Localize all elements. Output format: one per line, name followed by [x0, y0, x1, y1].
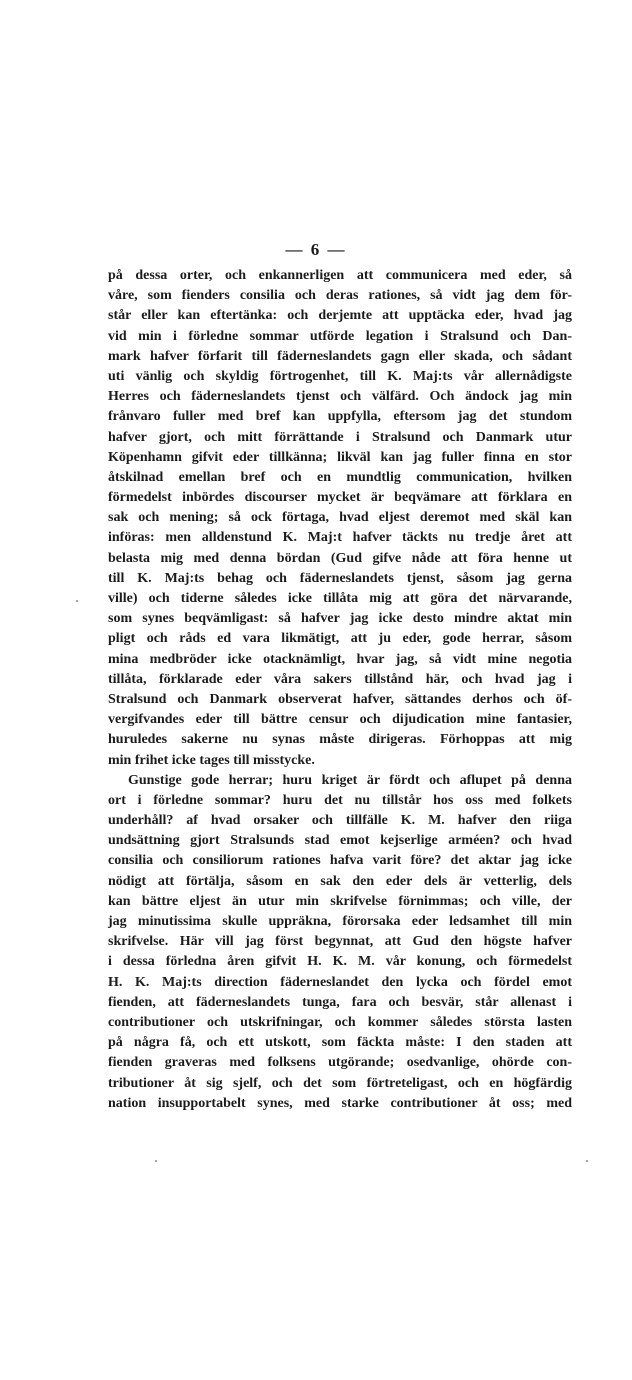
paper-speck — [76, 600, 78, 602]
text-line: Köpenhamn gifvit eder tillkänna; likväl kan jag fuller finna en stor — [108, 449, 572, 465]
text-line: tributioner åt sig sjelf, och det som förtreteligast, och en högfärdig — [108, 1075, 572, 1091]
text-line: åtskilnad emellan bref och en mundtlig communication, hvilken — [108, 469, 572, 485]
text-line: kan bättre eljest än utur min skrifvelse förnimmas; och ville, der — [108, 893, 572, 909]
text-line: uti vänlig och skyldig förtrogenhet, till K. Maj:ts vår allernådigste — [108, 368, 572, 384]
text-line: mina medbröder icke otacknämligt, hvar jag, så vidt mine negotia — [108, 651, 572, 667]
page-number: — 6 — — [285, 240, 347, 259]
text-line: nödigt att förtälja, såsom en sak den eder dels är vetterlig, dels — [108, 873, 572, 889]
text-line: H. K. Maj:ts direction fäderneslandet den lycka och fördel emot — [108, 974, 572, 990]
text-line: pligt och råds ed vara likmätigt, att ju eder, gode herrar, såsom — [108, 631, 572, 647]
body-text — [108, 266, 572, 1114]
paragraph-2 — [108, 771, 572, 1114]
text-line: vid min i förledne sommar utförde legation i Stralsund och Dan- — [108, 328, 572, 344]
text-line: på några få, och ett utskott, som fäckta måste: I den staden att — [108, 1035, 572, 1051]
text-line: skrifvelse. Här vill jag först begynnat, att Gud den högste hafver — [108, 934, 572, 950]
text-line: fienden, att fäderneslandets tunga, fara och besvär, står allenast i — [108, 994, 572, 1010]
text-line: hafver gjort, och mitt förrättande i Stralsund och Danmark utur — [108, 429, 572, 445]
text-line: consilia och consiliorum rationes hafva varit före? det aktar jag icke — [108, 853, 572, 869]
paper-speck — [586, 1160, 588, 1162]
text-line: nation insupportabelt synes, med starke contributioner åt oss; med — [108, 1095, 572, 1111]
text-line: vergifvandes eder till bättre censur och dijudication mine fantasier, — [108, 712, 572, 728]
text-line: står eller kan eftertänka: och derjemte att upptäcka eder, hvad jag — [108, 308, 572, 324]
text-line: min frihet icke tages till misstycke. — [108, 752, 315, 768]
text-line: mark hafver förfarit till fäderneslandets gagn eller skada, och sådant — [108, 348, 572, 364]
text-line: som synes beqvämligast: så hafver jag icke desto mindre aktat min — [108, 611, 572, 627]
text-line: införas: men alldenstund K. Maj:t hafver täckts nu tredje året att — [108, 530, 572, 546]
text-line: sak och mening; så ock förtaga, hvad eljest deremot med skäl kan — [108, 510, 572, 526]
text-line: undsättning gjort Stralsunds stad emot kejserlige arméen? och hvad — [108, 833, 572, 849]
text-line: huruledes sakerne nu synas måste dirigeras. Förhoppas att mig — [108, 732, 572, 748]
text-line: contributioner och utskrifningar, och kommer således största lasten — [108, 1014, 572, 1030]
text-line: belasta mig med denna bördan (Gud gifve nåde att föra henne ut — [108, 550, 572, 566]
text-line: ort i förledne sommar? huru det nu tillstår hos oss med folkets — [108, 792, 572, 808]
paragraph-1 — [108, 266, 572, 771]
text-line: till K. Maj:ts behag och fäderneslandets tjenst, såsom jag gerna — [108, 570, 572, 586]
text-line: ville) och tiderne således icke tillåta mig att göra det närvarande, — [108, 591, 572, 606]
text-line: på dessa orter, och enkannerligen att communicera med eder, så — [108, 268, 572, 283]
text-line: jag minutissima skulle uppräkna, förorsaka eder ledsamhet till min — [108, 914, 572, 929]
text-line: förmedelst inbördes discourser mycket är beqvämare att förklara en — [108, 490, 572, 506]
text-line: fienden graveras med folksens utgörande; osedvanlige, ohörde con- — [108, 1055, 572, 1071]
text-line: underhåll? af hvad orsaker och tillfälle K. M. hafver den riiga — [108, 813, 572, 829]
text-line: våre, som fienders consilia och deras rationes, så vidt jag dem för- — [108, 288, 572, 304]
text-line: tillåta, förklarade eder våra sakers tillstånd här, och hvad jag i — [108, 671, 572, 687]
text-line: i dessa förledna åren gifvit H. K. M. vår konung, och förmedelst — [108, 954, 572, 970]
text-line: frånvaro fuller med bref kan uppfylla, eftersom jag det stundom — [108, 409, 572, 425]
text-line: Stralsund och Danmark observerat hafver, sättandes derhos och öf- — [108, 691, 572, 707]
text-line: Gunstige gode herrar; huru kriget är fördt och aflupet på denna — [128, 772, 572, 788]
paper-speck — [155, 1160, 157, 1162]
text-line: Herres och fäderneslandets tjenst och välfärd. Och ändock jag min — [108, 389, 572, 405]
